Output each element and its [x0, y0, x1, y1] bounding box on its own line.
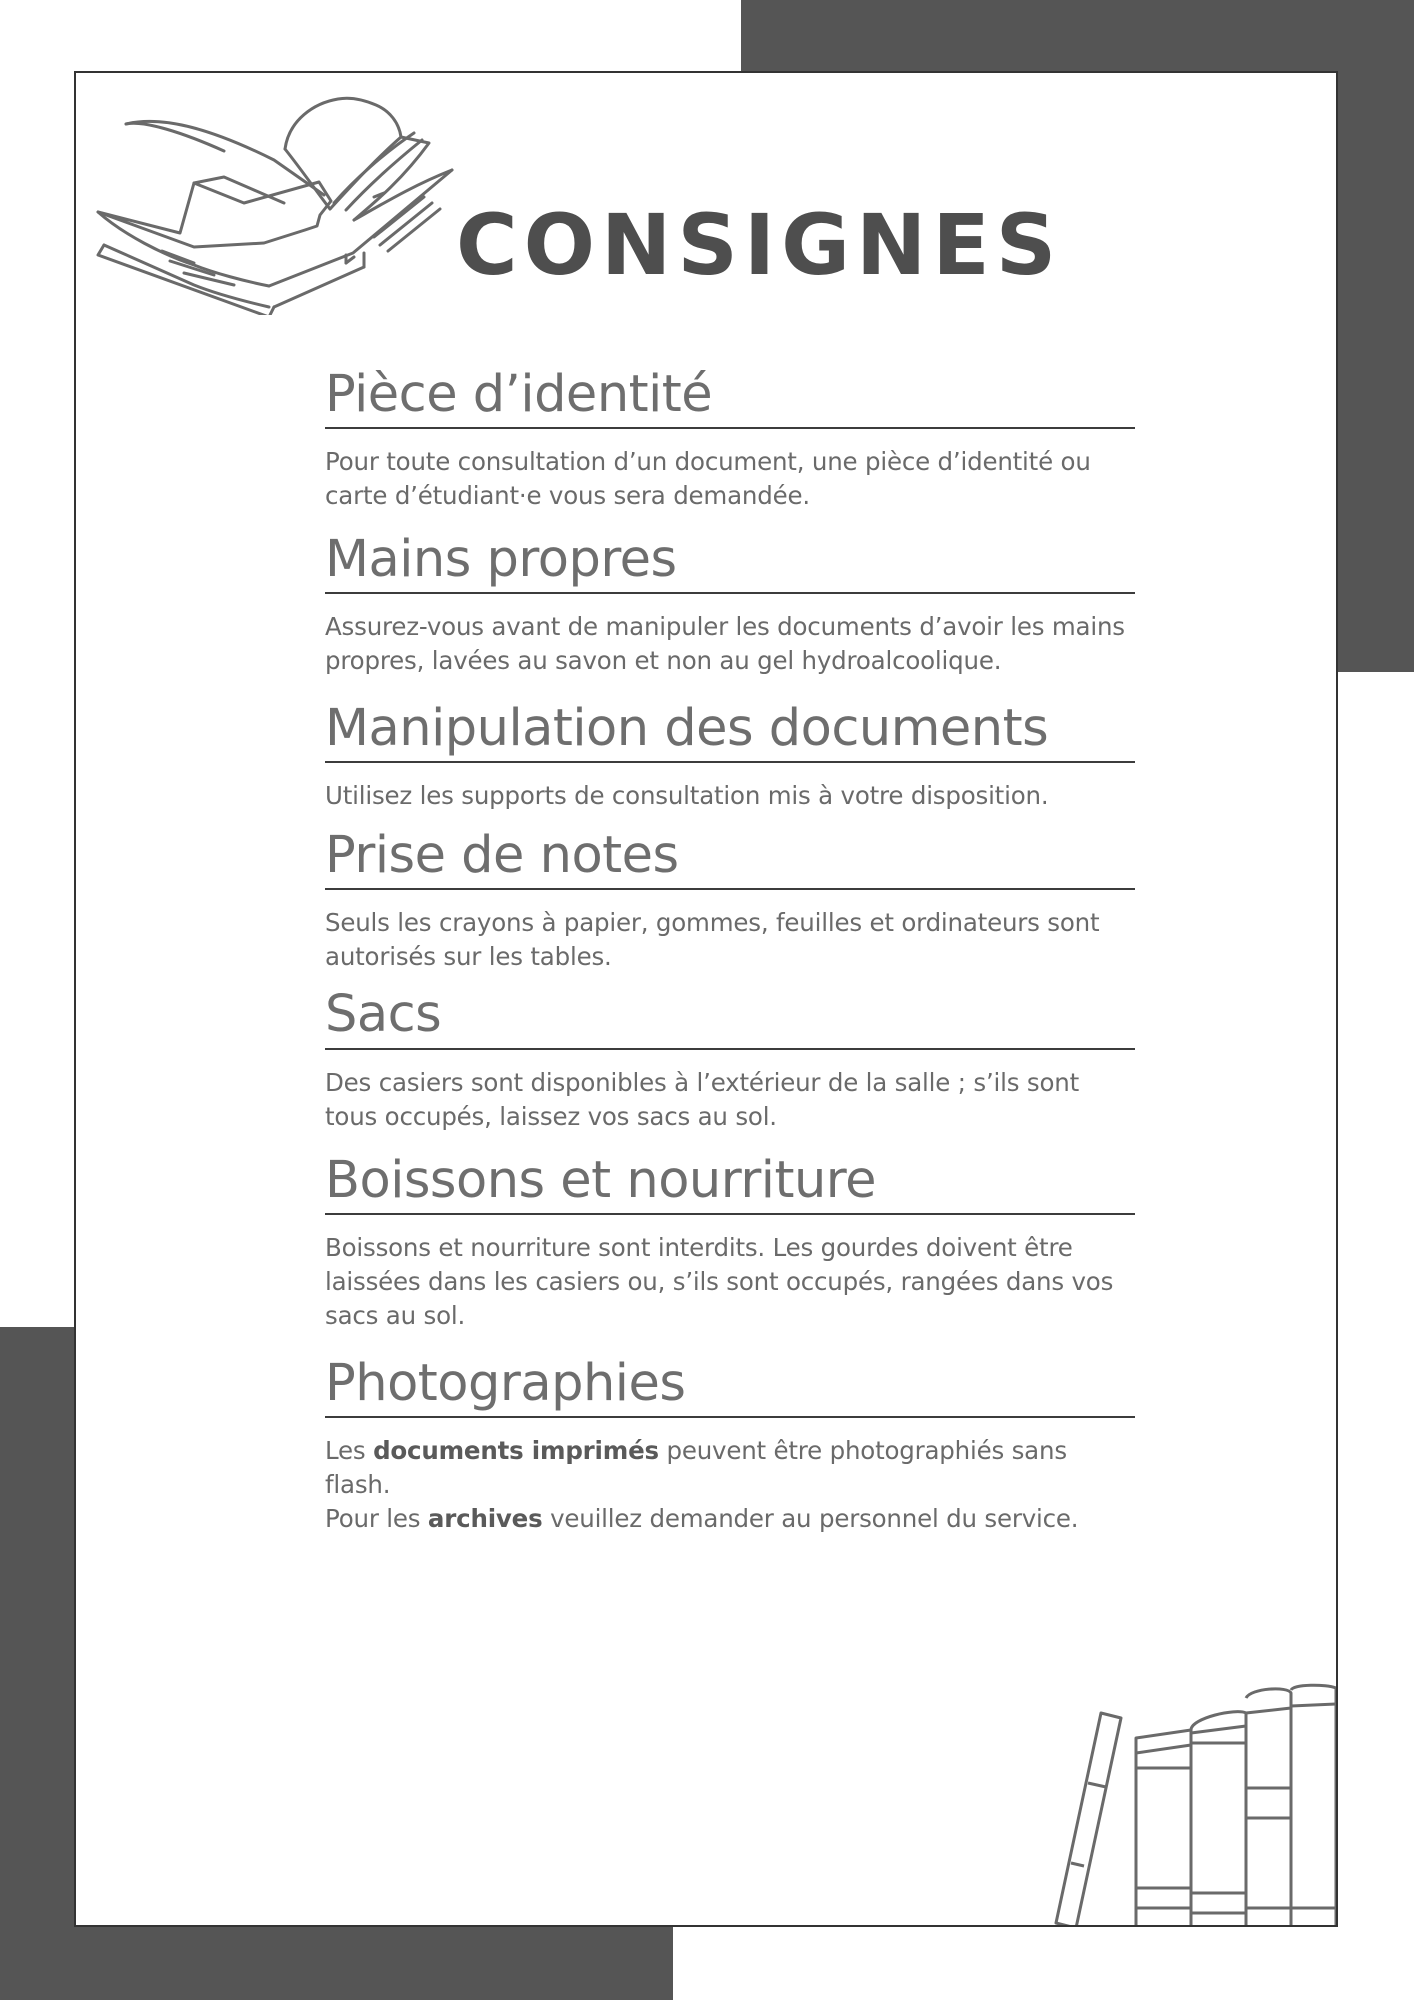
rule-id-card	[325, 366, 1135, 513]
rule-text: Pour toute consultation d’un document, une pièce d’identité ou carte d’étudiant·e vous sera demandée.	[325, 447, 1091, 511]
rule-heading: Pièce d’identité	[325, 366, 1135, 429]
rule-text: Assurez-vous avant de manipuler les documents d’avoir les mains propres, lavées au savon et non au gel hydroalcoolique.	[325, 612, 1125, 676]
rule-text: Seuls les crayons à papier, gommes, feuilles et ordinateurs sont autorisés sur les tables.	[325, 908, 1100, 972]
rule-heading: Manipulation des documents	[325, 700, 1135, 763]
rule-heading: Photographies	[325, 1355, 1135, 1418]
rule-text: Boissons et nourriture sont interdits. Les gourdes doivent être laissées dans les casiers ou, s’ils sont occupés, rangées dans vos sacs au sol.	[325, 1232, 1114, 1330]
rule-heading: Sacs	[325, 986, 1135, 1049]
rules-list	[325, 366, 1135, 1536]
rule-heading: Mains propres	[325, 531, 1135, 594]
rule-text: Des casiers sont disponibles à l’extérieur de la salle ; s’ils sont tous occupés, laissez vos sacs au sol.	[325, 1067, 1079, 1131]
rule-heading: Prise de notes	[325, 827, 1135, 890]
rule-photography	[325, 1355, 1135, 1536]
rule-text: Utilisez les supports de consultation mis à votre disposition.	[325, 781, 1049, 811]
rule-text: Les documents imprimés peuvent être photographiés sans flash. Pour les archives veuillez demander au personnel du service.	[325, 1435, 1079, 1533]
rule-clean-hands	[325, 531, 1135, 678]
rule-heading: Boissons et nourriture	[325, 1152, 1135, 1215]
poster-page	[74, 71, 1338, 1927]
page-title: CONSIGNES	[456, 196, 1063, 294]
rule-food-drinks	[325, 1152, 1135, 1333]
rule-handling-documents	[325, 700, 1135, 813]
rule-bags	[325, 986, 1135, 1133]
rule-note-taking	[325, 827, 1135, 974]
stacked-books-icon	[1026, 1618, 1338, 1927]
